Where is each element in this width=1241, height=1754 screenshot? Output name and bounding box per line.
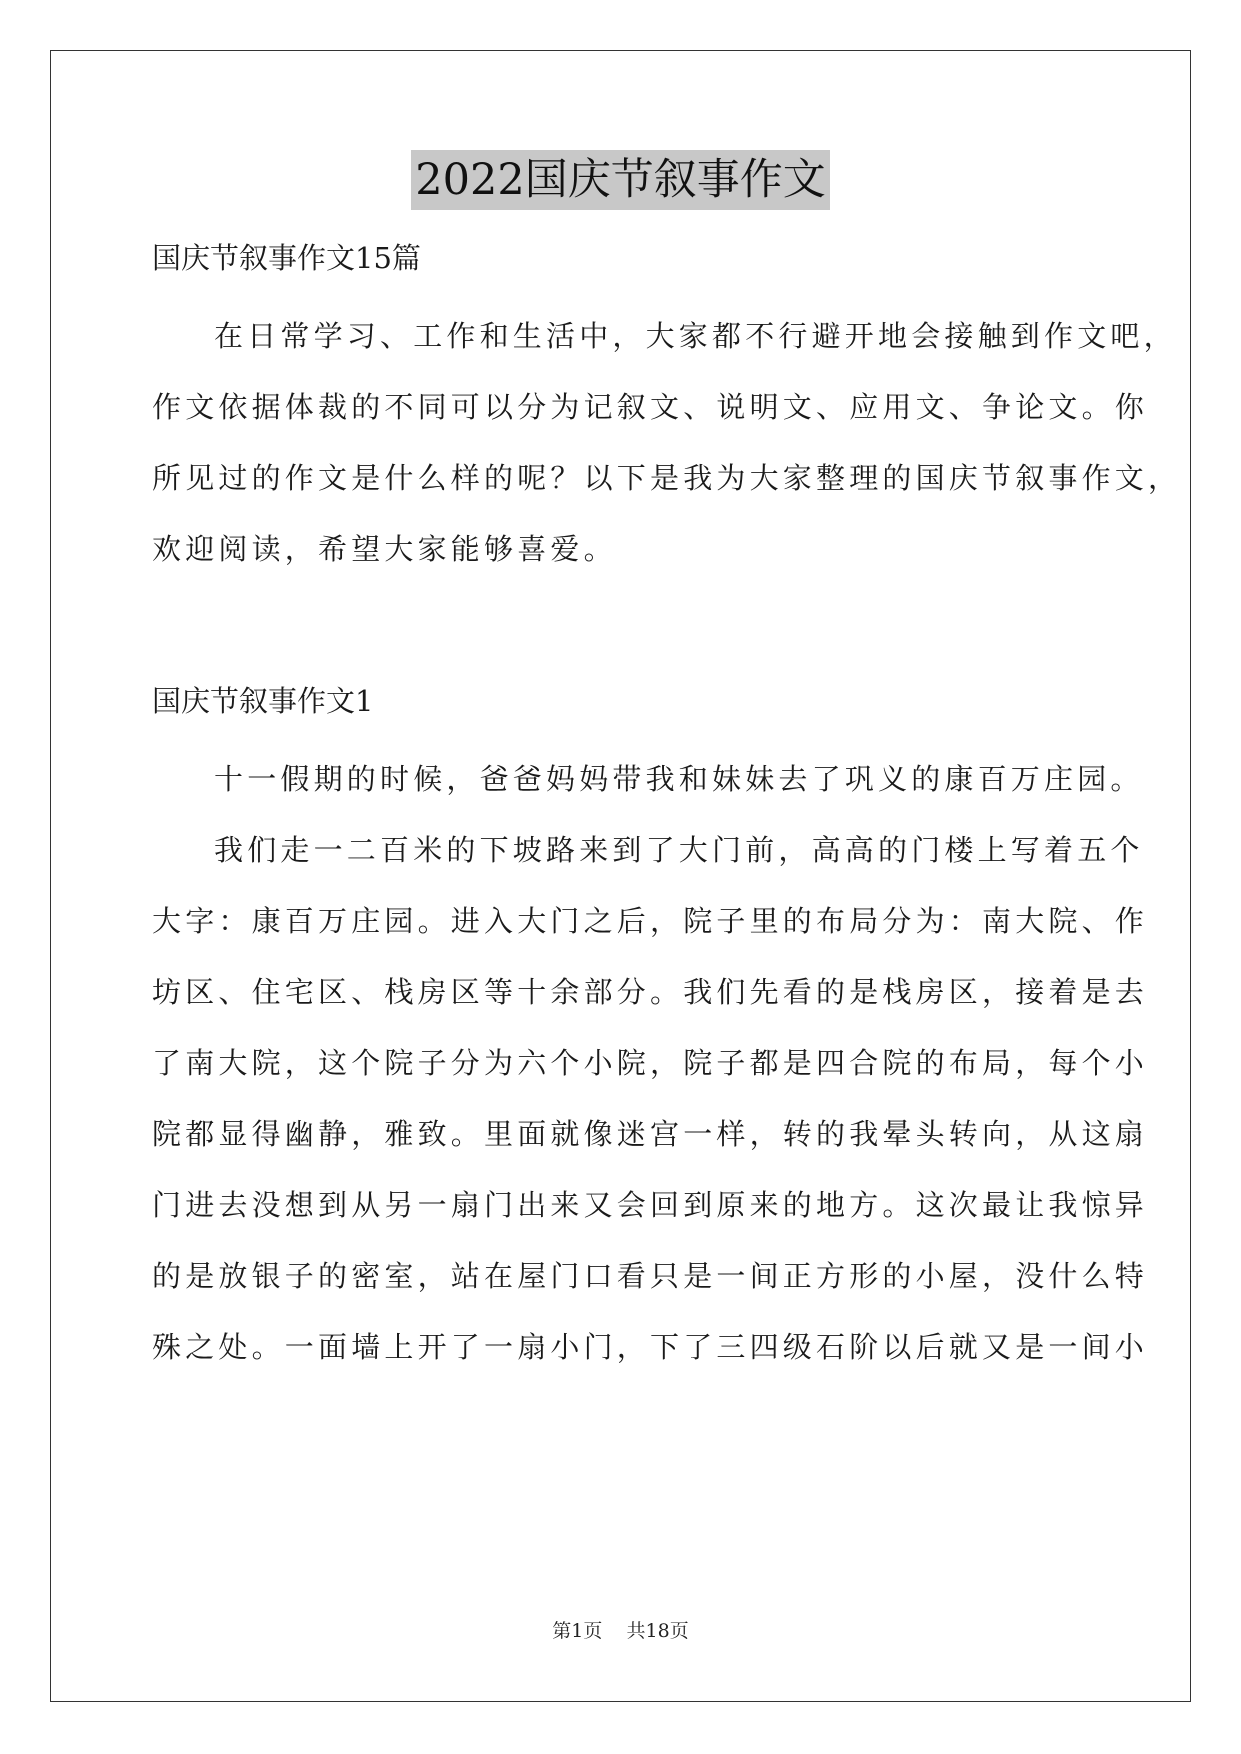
document-subtitle: 国庆节叙事作文15篇 bbox=[152, 241, 421, 275]
intro-line-2: 作文依据体裁的不同可以分为记叙文、说明文、应用文、争论文。你 bbox=[152, 390, 1149, 424]
page-border bbox=[50, 50, 1191, 1702]
title-container bbox=[0, 150, 1241, 210]
intro-line-1: 在日常学习、工作和生活中，大家都不行避开地会接触到作文吧， bbox=[214, 319, 1177, 353]
paragraph2-line-1: 我们走一二百米的下坡路来到了大门前，高高的门楼上写着五个 bbox=[214, 833, 1144, 867]
document-title: 2022国庆节叙事作文 bbox=[411, 150, 829, 210]
paragraph2-line-2: 大字：康百万庄园。进入大门之后，院子里的布局分为：南大院、作 bbox=[152, 904, 1149, 938]
page-footer bbox=[0, 1617, 1241, 1645]
paragraph2-line-3: 坊区、住宅区、栈房区等十余部分。我们先看的是栈房区，接着是去 bbox=[152, 975, 1149, 1009]
paragraph2-line-6: 门进去没想到从另一扇门出来又会回到原来的地方。这次最让我惊异 bbox=[152, 1188, 1149, 1222]
paragraph2-line-5: 院都显得幽静，雅致。里面就像迷宫一样，转的我晕头转向，从这扇 bbox=[152, 1117, 1149, 1151]
intro-line-4: 欢迎阅读，希望大家能够喜爱。 bbox=[152, 532, 617, 566]
paragraph2-line-8: 殊之处。一面墙上开了一扇小门，下了三四级石阶以后就又是一间小 bbox=[152, 1330, 1149, 1364]
total-pages: 共18页 bbox=[626, 1620, 689, 1642]
paragraph2-line-4: 了南大院，这个院子分为六个小院，院子都是四合院的布局，每个小 bbox=[152, 1046, 1149, 1080]
intro-line-3: 所见过的作文是什么样的呢？以下是我为大家整理的国庆节叙事作文， bbox=[152, 461, 1182, 495]
footer-spacer bbox=[602, 1620, 626, 1642]
section-heading: 国庆节叙事作文1 bbox=[152, 684, 374, 718]
page-number: 第1页 bbox=[552, 1620, 603, 1642]
paragraph1-line-1: 十一假期的时候，爸爸妈妈带我和妹妹去了巩义的康百万庄园。 bbox=[214, 762, 1144, 796]
paragraph2-line-7: 的是放银子的密室，站在屋门口看只是一间正方形的小屋，没什么特 bbox=[152, 1259, 1149, 1293]
